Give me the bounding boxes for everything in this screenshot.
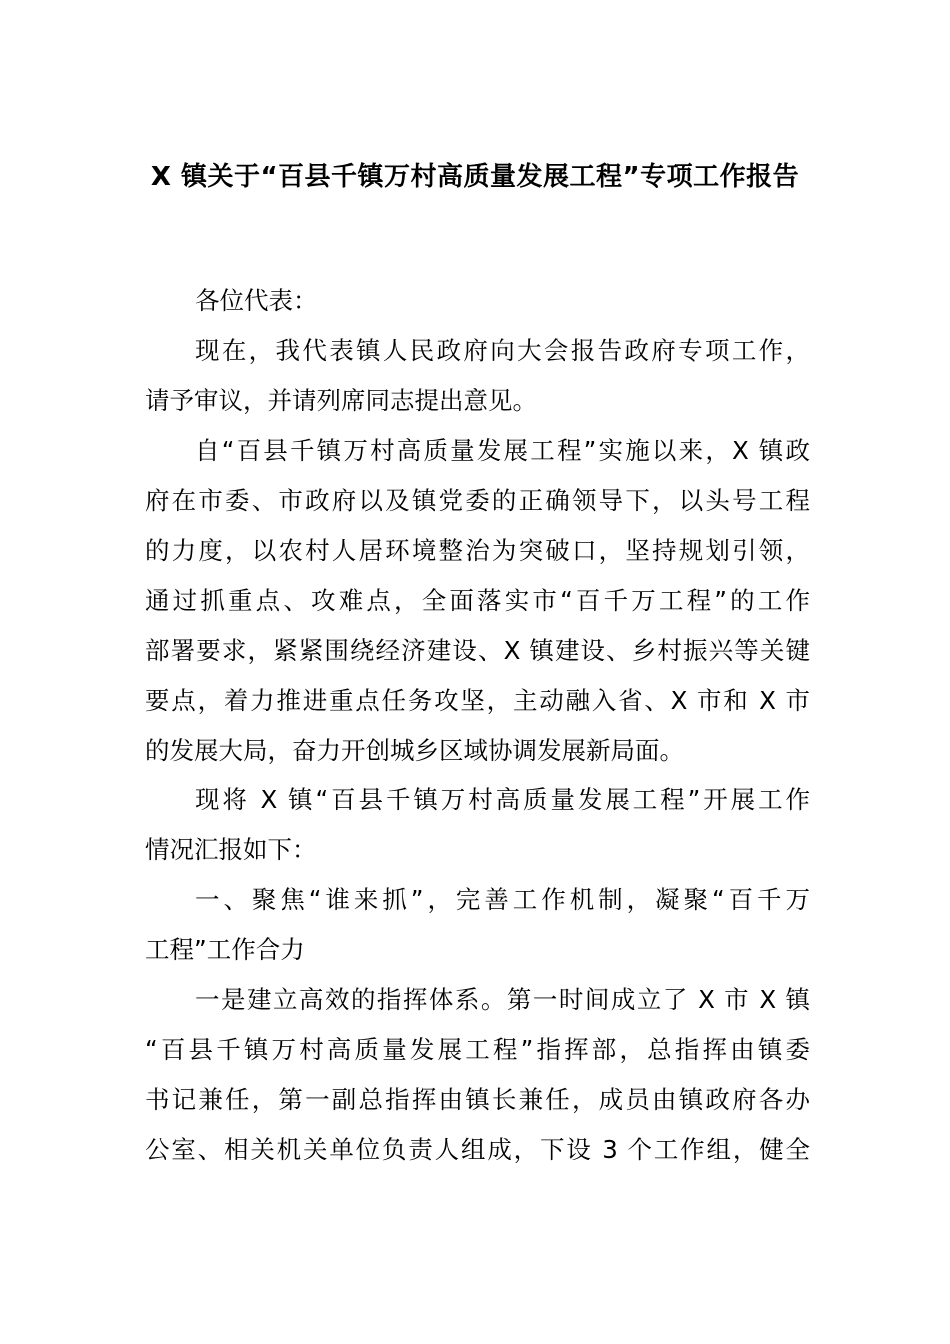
section-heading-line: 工程”工作合力 — [145, 935, 305, 964]
body-line: 部署要求，紧紧围绕经济建设、X 镇建设、乡村振兴等关键 — [145, 636, 810, 665]
body-line: 的力度，以农村人居环境整治为突破口，坚持规划引领， — [145, 536, 810, 565]
body-line: “百县千镇万村高质量发展工程”指挥部，总指挥由镇委 — [145, 1035, 810, 1064]
body-line: 情况汇报如下： — [145, 835, 317, 864]
body-line: 通过抓重点、攻难点，全面落实市“百千万工程”的工作 — [145, 586, 810, 615]
body-line: 府在市委、市政府以及镇党委的正确领导下，以头号工程 — [145, 486, 810, 515]
body-line: 的发展大局，奋力开创城乡区域协调发展新局面。 — [145, 736, 684, 765]
body-line: 现将 X 镇“百县千镇万村高质量发展工程”开展工作 — [195, 785, 810, 814]
body-line: 自“百县千镇万村高质量发展工程”实施以来，X 镇政 — [195, 436, 810, 465]
body-line: 书记兼任，第一副总指挥由镇长兼任，成员由镇政府各办 — [145, 1085, 810, 1114]
body-line: 要点，着力推进重点任务攻坚，主动融入省、X 市和 X 市 — [145, 686, 810, 715]
body-line: 请予审议，并请列席同志提出意见。 — [145, 386, 537, 415]
body-line: 一是建立高效的指挥体系。第一时间成立了 X 市 X 镇 — [195, 985, 810, 1014]
section-heading-line: 一、聚焦“谁来抓”，完善工作机制，凝聚“百千万 — [195, 885, 810, 914]
salutation-line: 各位代表： — [195, 286, 318, 315]
body-line: 公室、相关机关单位负责人组成，下设 3 个工作组，健全 — [145, 1135, 810, 1164]
document-title: X 镇关于“百县千镇万村高质量发展工程”专项工作报告 — [150, 162, 800, 192]
body-line: 现在，我代表镇人民政府向大会报告政府专项工作， — [195, 336, 810, 365]
